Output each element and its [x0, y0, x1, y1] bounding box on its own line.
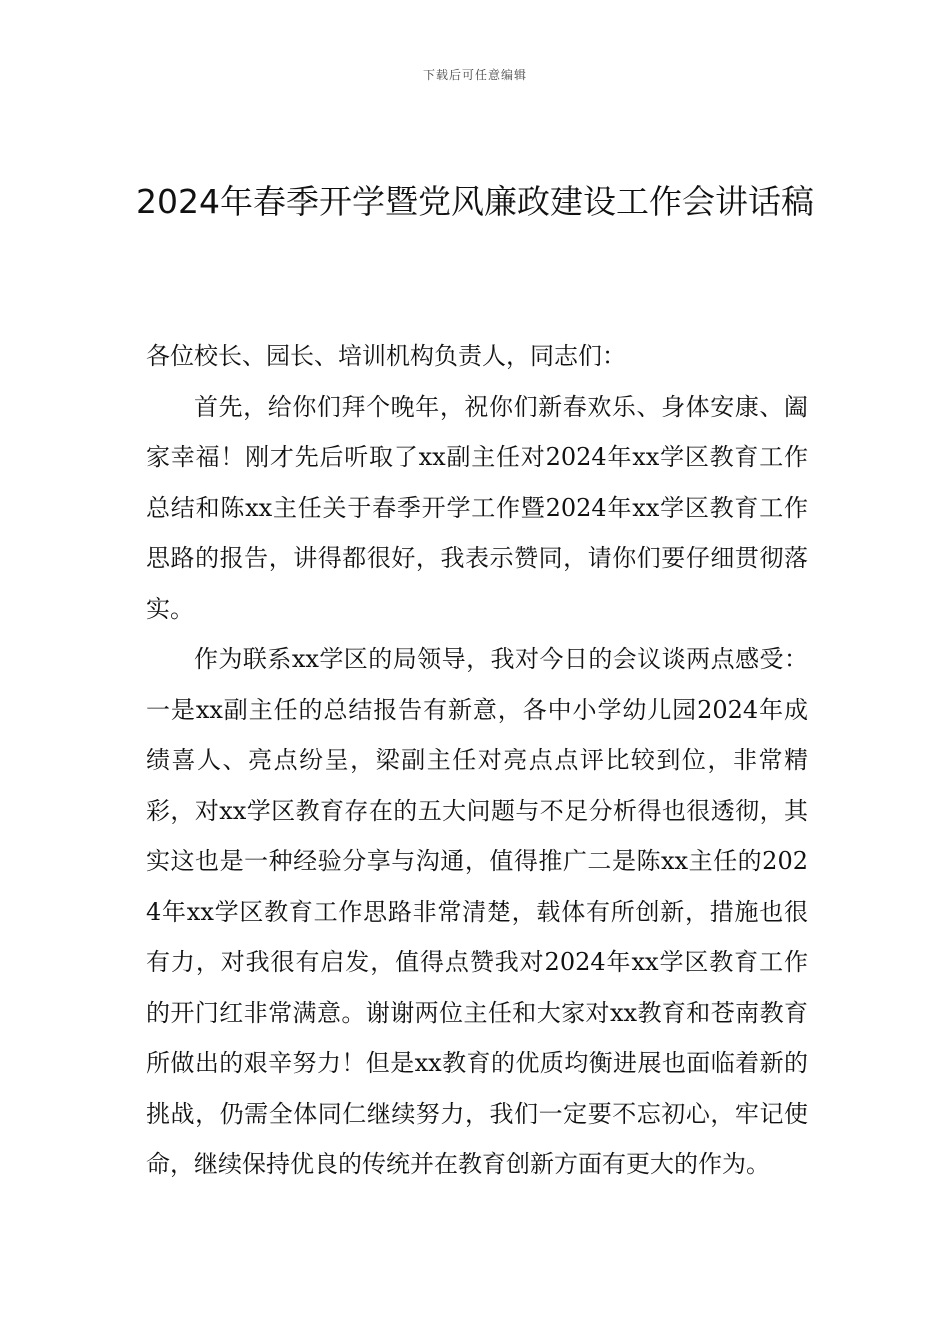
paragraph-2: 作为联系xx学区的局领导，我对今日的会议谈两点感受：一是xx副主任的总结报告有新意，各中小学幼儿园2024年成绩喜人、亮点纷呈，梁副主任对亮点点评比较到位，非常精彩，对xx学区教育存在的五大问题与不足分析得也很透彻，其实这也是一种经验分享与沟通，值得推广二是陈xx主任的2024年xx学区教育工作思路非常清楚，载体有所创新，措施也很有力，对我很有启发，值得点赞我对2024年xx学区教育工作的开门红非常满意。谢谢两位主任和大家对xx教育和苍南教育所做出的艰辛努力！但是xx教育的优质均衡进展也面临着新的挑战，仍需全体同仁继续努力，我们一定要不忘初心，牢记使命，继续保持优良的传统并在教育创新方面有更大的作为。	[146, 645, 808, 1178]
header-note: 下载后可任意编辑	[422, 68, 527, 82]
document-title: 2024年春季开学暨党风廉政建设工作会讲话稿	[136, 182, 814, 221]
paragraph-1: 首先，给你们拜个晚年，祝你们新春欢乐、身体安康、阖家幸福！刚才先后听取了xx副主任对2024年xx学区教育工作总结和陈xx主任关于春季开学工作暨2024年xx学区教育工作思路的报告，讲得都很好，我表示赞同，请你们要仔细贯彻落实。	[146, 392, 808, 623]
document-body	[146, 331, 808, 1190]
salutation: 各位校长、园长、培训机构负责人，同志们：	[146, 342, 626, 370]
